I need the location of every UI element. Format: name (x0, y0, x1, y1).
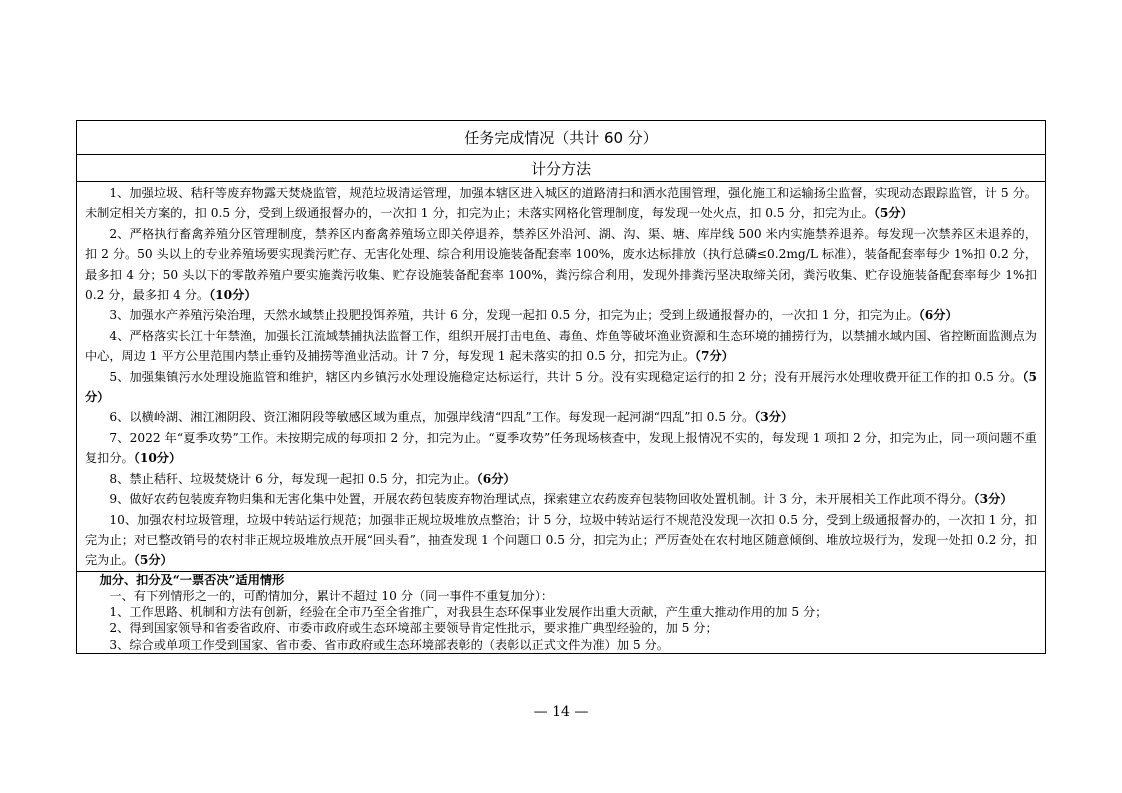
scoring-item-1 (85, 183, 1037, 224)
scoring-item-9 (85, 489, 1037, 509)
item-text: 2、严格执行畜禽养殖分区管理制度，禁养区内畜禽养殖场立即关停退养，禁养区外沿河、湖、沟、渠、塘、库岸线 500 米内实施禁养退养。每发现一次禁养区未退养的，扣 2 分。50 头以上的专业养殖场要实现粪污贮存、无害化处理、综合利用设施装备配套率 100%，废水达标排放（执行总磷≤0.2mg/L 标准），装备配套率每少 1%扣 0.2 分，最多扣 4 分；50 头以下的零散养殖户要实施粪污收集、贮存设施装备配套率 100%，粪污综合利用，发现外排粪污坚决取缔关闭，粪污收集、贮存设施装备配套率每少 1%扣 0.2 分，最多扣 4 分。 (85, 226, 1037, 303)
scoring-item-8 (85, 469, 1037, 489)
bonus-title: 加分、扣分及“一票否决”适用情形 (99, 572, 285, 587)
item-score: （10分） (209, 288, 257, 303)
scoring-item-10 (85, 510, 1037, 571)
item-score: （5分） (85, 369, 1037, 405)
page-number: — 14 — (533, 704, 589, 720)
item-text: 8、禁止秸秆、垃圾焚烧计 6 分，每发现一起扣 0.5 分，扣完为止。 (109, 471, 477, 486)
scoring-item-6 (85, 407, 1037, 427)
table-subtitle: 计分方法 (77, 155, 1045, 182)
item-text: 4、严格落实长江十年禁渔，加强长江流域禁捕执法监督工作，组织开展打击电鱼、毒鱼、炸鱼等破坏渔业资源和生态环境的捕捞行为，以禁捕水域内国、省控断面监测点为中心，周边 1 平方公里范围内禁止垂钓及捕捞等渔业活动。计 7 分，每发现 1 起未落实的扣 0.5 分，扣完为止。 (85, 328, 1037, 364)
item-text: 6、以横岭湖、湘江湘阴段、资江湘阴段等敏感区域为重点，加强岸线清“四乱”工作。每发现一起河湖“四乱”扣 0.5 分。 (109, 410, 755, 425)
item-text: 7、2022 年“夏季攻势”工作。未按期完成的每项扣 2 分，扣完为止。“夏季攻势”任务现场核查中，发现上报情况不实的，每发现 1 项扣 2 分，扣完为止，同一项问题不重复扣分。 (85, 430, 1037, 466)
bonus-line: 2、得到国家领导和省委省政府、市委市政府或生态环境部主要领导肯定性批示，要求推广典型经验的，加 5 分； (109, 621, 718, 636)
bonus-section (77, 572, 1045, 653)
bonus-line: 3、综合或单项工作受到国家、省市委、省市政府或生态环境部表彰的（表彰以正式文件为准）加 5 分。 (109, 637, 669, 652)
item-score: （5分） (873, 206, 913, 221)
item-score: （6分） (476, 471, 516, 486)
bonus-line: 1、工作思路、机制和方法有创新，经验在全市乃至全省推广，对我县生态环保事业发展作出重大贡献，产生重大推动作用的加 5 分； (109, 605, 828, 620)
item-score: （6分） (918, 308, 958, 323)
scoring-item-3 (85, 305, 1037, 325)
scoring-items (77, 182, 1045, 572)
item-score: （5分） (133, 553, 173, 568)
item-score: （7分） (694, 349, 734, 364)
table-title: 任务完成情况（共计 60 分） (77, 121, 1045, 155)
item-text: 10、加强农村垃圾管理，垃圾中转站运行规范；加强非正规垃圾堆放点整治；计 5 分，垃圾中转站运行不规范没发现一次扣 0.5 分，受到上级通报督办的，一次扣 1 分，扣完为止；对已整改销号的农村非正规垃圾堆放点开展“回头看”，抽查发现 1 个问题口 0.5 分，扣完为止；严厉查处在农村地区随意倾倒、堆放垃圾行为，发现一处扣 0.2 分，扣完为止。 (85, 512, 1037, 568)
item-text: 3、加强水产养殖污染治理，天然水域禁止投肥投饵养殖，共计 6 分，发现一起扣 0.5 分，扣完为止；受到上级通报督办的，一次扣 1 分，扣完为止。 (109, 308, 919, 323)
scoring-item-7 (85, 428, 1037, 469)
scoring-item-5 (85, 367, 1037, 408)
item-score: （3分） (754, 410, 794, 425)
item-text: 5、加强集镇污水处理设施监管和维护，辖区内乡镇污水处理设施稳定达标运行，共计 5 分。没有实现稳定运行的扣 2 分；没有开展污水处理收费开征工作的扣 0.5 分。 (109, 369, 1023, 384)
scoring-table (76, 120, 1046, 654)
bonus-line: 一、有下列情形之一的，可酌情加分，累计不超过 10 分（同一事件不重复加分）： (109, 588, 554, 603)
item-text: 1、加强垃圾、秸秆等废弃物露天焚烧监管，规范垃圾清运管理，加强本辖区进入城区的道路清扫和洒水范围管理，强化施工和运输扬尘监督，实现动态跟踪监管，计 5 分。未制定相关方案的，扣 0.5 分，受到上级通报督办的，一次扣 1 分，扣完为止；未落实网格化管理制度，每发现一处火点，扣 0.5 分，扣完为止。 (85, 186, 1037, 221)
scoring-item-4 (85, 326, 1037, 367)
item-score: （10分） (133, 451, 182, 466)
item-score: （3分） (973, 492, 1013, 507)
scoring-item-2 (85, 224, 1037, 306)
item-text: 9、做好农药包装废弃物归集和无害化集中处置，开展农药包装废弃物治理试点，探索建立农药废弃包装物回收处置机制。计 3 分，未开展相关工作此项不得分。 (109, 492, 974, 507)
